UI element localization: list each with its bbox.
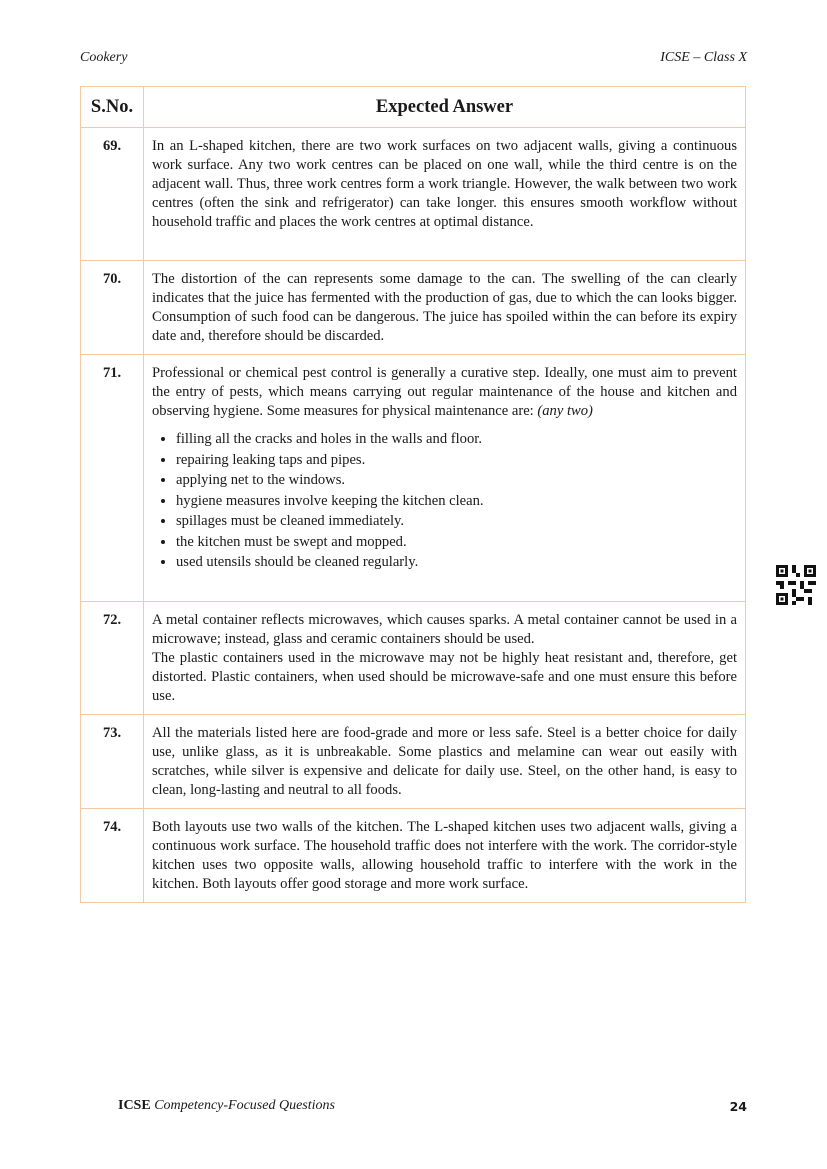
question-number: 69. xyxy=(81,128,144,261)
bullet-list xyxy=(152,429,737,573)
list-item: • hygiene measures involve keeping the kitchen clean. xyxy=(176,491,737,512)
answer-cell xyxy=(144,355,746,602)
qr-code-icon xyxy=(776,565,816,605)
list-item: • repairing leaking taps and pipes. xyxy=(176,450,737,471)
page-number: 24 xyxy=(729,1099,747,1114)
table-row xyxy=(81,355,746,602)
table-row xyxy=(81,602,746,715)
answer-note: (any two) xyxy=(537,403,593,419)
header-subject: Cookery xyxy=(80,50,128,65)
answer-text: Professional or chemical pest control is generally a curative step. Ideally, one must aim to prevent the entry of pests, which means carrying out regular maintenance of the house and kitchen and observing hygiene. Some measures for physical maintenance are: xyxy=(152,365,737,419)
question-number: 73. xyxy=(81,715,144,809)
table-header-row xyxy=(81,87,746,128)
list-item: • used utensils should be cleaned regularly. xyxy=(176,552,737,573)
table-row xyxy=(81,715,746,809)
table-row xyxy=(81,809,746,903)
question-number: 74. xyxy=(81,809,144,903)
answer-text-2: The plastic containers used in the microwave may not be highly heat resistant and, therefore, get distorted. Plastic containers, when used should be microwave-safe and one must ensure this before use. xyxy=(152,650,737,704)
table-row xyxy=(81,128,746,261)
answer-text: All the materials listed here are food-grade and more or less safe. Steel is a better choice for daily use, unlike glass, as it is unbreakable. Some plastics and melamine can wear out easily with scratches, while silver is expensive and delicate for daily use. Steel, on the other hand, is easy to clean, long-lasting and neutral to all foods. xyxy=(144,715,746,809)
footer-subtitle: Competency-Focused Questions xyxy=(154,1098,335,1113)
header-class: ICSE – Class X xyxy=(660,50,747,65)
question-number: 72. xyxy=(81,602,144,715)
footer-brand: ICSE xyxy=(118,1098,151,1113)
answer-cell xyxy=(144,602,746,715)
answer-text: A metal container reflects microwaves, which causes sparks. A metal container cannot be used in a microwave; instead, glass and ceramic containers should be used. xyxy=(152,612,737,647)
answer-text: In an L-shaped kitchen, there are two work surfaces on two adjacent walls, giving a continuous work surface. Any two work centres can be placed on one wall, while the third centre is on the adjacent wall. Thus, three work centres form a work triangle. However, the walk between two work centres (often the sink and refrigerator) can take longer. this ensures smooth workflow without household traffic and places the work centres at optimal distance. xyxy=(144,128,746,261)
list-item: • filling all the cracks and holes in the walls and floor. xyxy=(176,429,737,450)
answer-text: Both layouts use two walls of the kitchen. The L-shaped kitchen uses two adjacent walls, giving a continuous work surface. The household traffic does not interfere with the work. The corridor-style kitchen uses two opposite walls, allowing household traffic to interfere with the work in the kitchen. Both layouts offer good storage and more work surface. xyxy=(144,809,746,903)
footer-title xyxy=(118,1098,335,1114)
list-item: • applying net to the windows. xyxy=(176,470,737,491)
list-item: • spillages must be cleaned immediately. xyxy=(176,511,737,532)
answer-text: The distortion of the can represents some damage to the can. The swelling of the can clearly indicates that the juice has fermented with the production of gas, due to which the can looks bigger. Consumption of such food can be dangerous. The juice has spoiled within the can before its expiry date and, therefore should be discarded. xyxy=(144,261,746,355)
answer-table xyxy=(80,86,746,903)
column-header-sno: S.No. xyxy=(81,87,144,128)
question-number: 70. xyxy=(81,261,144,355)
column-header-answer: Expected Answer xyxy=(144,87,746,128)
table-row xyxy=(81,261,746,355)
list-item: • the kitchen must be swept and mopped. xyxy=(176,532,737,553)
question-number: 71. xyxy=(81,355,144,602)
